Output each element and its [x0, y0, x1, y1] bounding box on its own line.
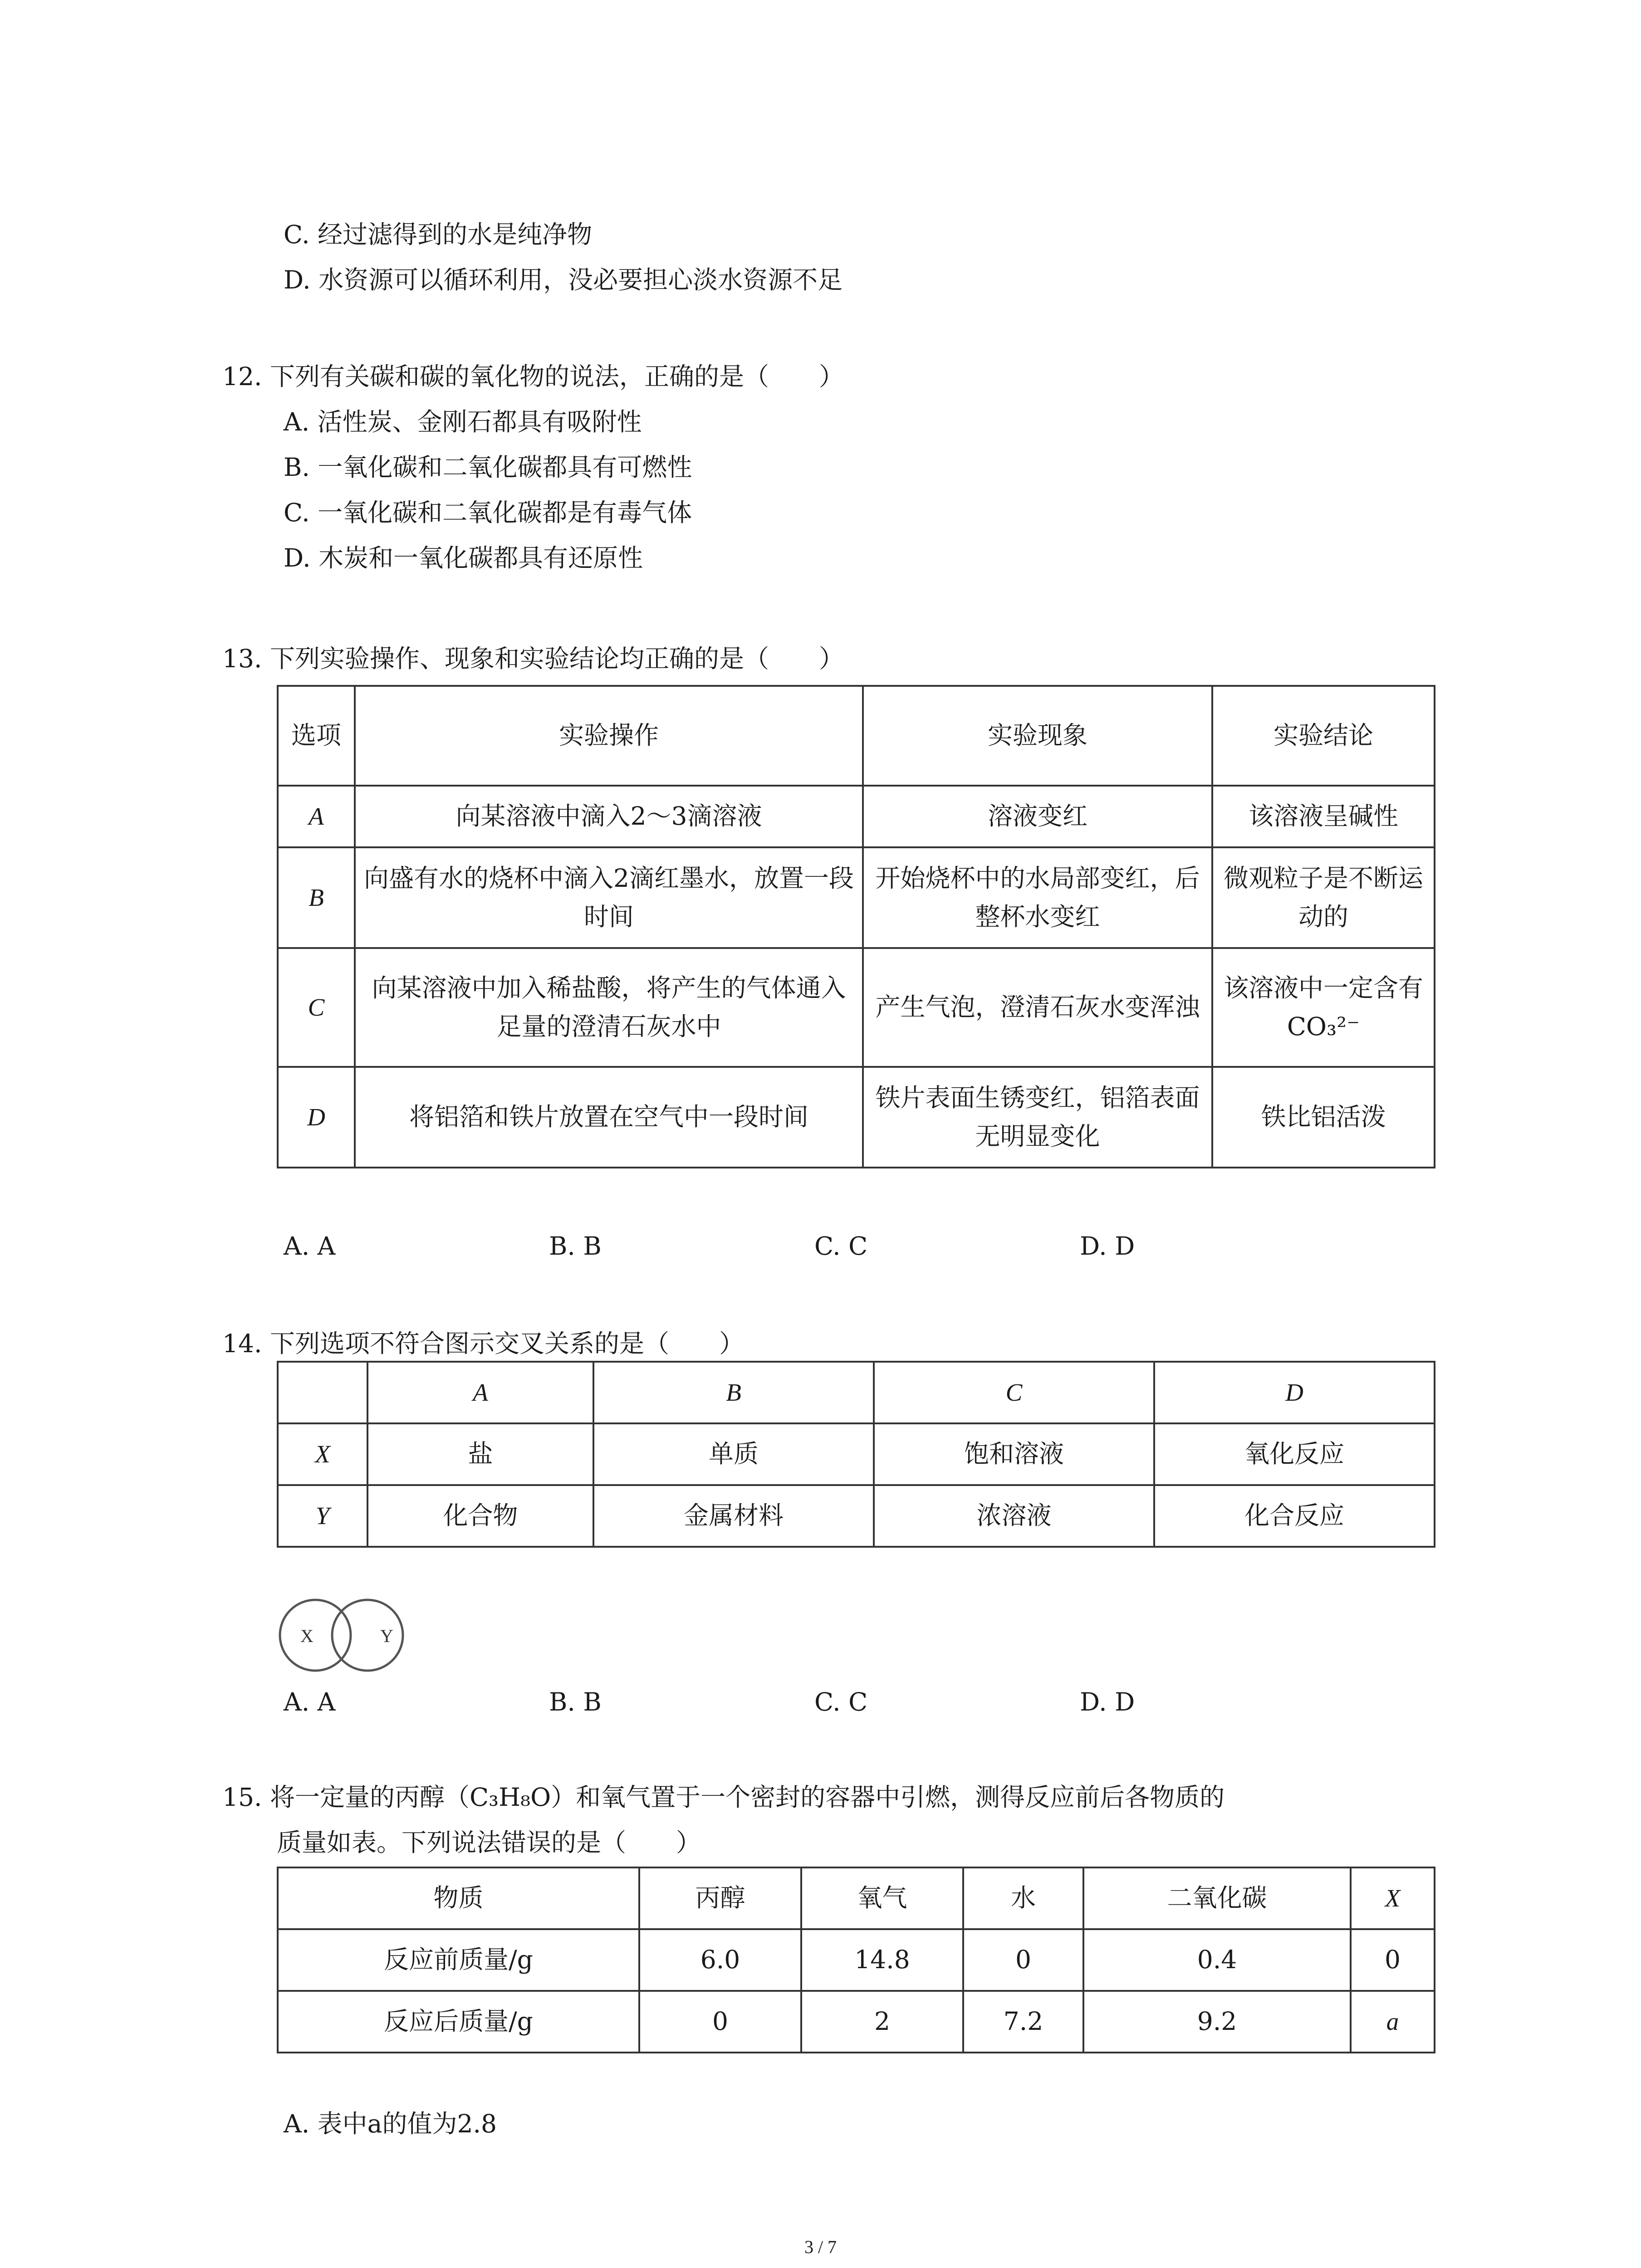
q14-cell: 化合反应: [1154, 1485, 1435, 1547]
q15-table: [277, 1867, 1435, 2053]
venn-label-y: Y: [380, 1626, 393, 1646]
q13-row-phenomenon: 铁片表面生锈变红，铝箔表面无明显变化: [863, 1067, 1212, 1168]
q15-cell: 14.8: [801, 1929, 963, 1991]
q15-header-oxygen: 氧气: [801, 1867, 963, 1929]
q13-header-conclusion: 实验结论: [1212, 686, 1435, 786]
q13-row-key: B: [278, 847, 355, 948]
q14-header-a: A: [367, 1362, 593, 1423]
q15-option-a: A. 表中a的值为2.8: [284, 2109, 497, 2138]
q13-row-conclusion: 铁比铝活泼: [1212, 1067, 1435, 1168]
q15-cell: a: [1351, 1991, 1435, 2053]
q15-header-x: X: [1351, 1867, 1435, 1929]
q12-stem: 12. 下列有关碳和碳的氧化物的说法，正确的是（ ）: [222, 362, 844, 391]
q13-row-op: 向某溶液中加入稀盐酸，将产生的气体通入足量的澄清石灰水中: [355, 948, 863, 1067]
q14-cell: 化合物: [367, 1485, 593, 1547]
q15-cell: 2: [801, 1991, 963, 2053]
q15-stem-line2: 质量如表。下列说法错误的是（ ）: [277, 1828, 701, 1857]
q15-row-label: 反应后质量/g: [278, 1991, 639, 2053]
q13-row-op: 将铝箔和铁片放置在空气中一段时间: [355, 1067, 863, 1168]
q15-header-water: 水: [963, 1867, 1083, 1929]
q15-cell: 0: [963, 1929, 1083, 1991]
q14-answer-c: C. C: [814, 1687, 868, 1716]
venn-label-x: X: [300, 1626, 314, 1646]
q14-header-c: C: [874, 1362, 1154, 1423]
q13-answer-d: D. D: [1080, 1232, 1135, 1261]
q14-cell: 饱和溶液: [874, 1423, 1154, 1485]
q13-row-key: C: [278, 948, 355, 1067]
q15-cell: 0.4: [1083, 1929, 1351, 1991]
q14-cell: 盐: [367, 1423, 593, 1485]
q12-option-a: A. 活性炭、金刚石都具有吸附性: [284, 407, 642, 436]
q13-row-conclusion: 微观粒子是不断运动的: [1212, 847, 1435, 948]
q13-row-conclusion: 该溶液呈碱性: [1212, 786, 1435, 847]
q13-header-phenomenon: 实验现象: [863, 686, 1212, 786]
q14-answer-b: B. B: [549, 1687, 602, 1716]
q13-row-op: 向某溶液中滴入2～3滴溶液: [355, 786, 863, 847]
q13-table: [277, 685, 1435, 1168]
q13-answer-b: B. B: [549, 1232, 602, 1261]
q15-row-label: 反应前质量/g: [278, 1929, 639, 1991]
q12-option-c: C. 一氧化碳和二氧化碳都是有毒气体: [284, 498, 692, 527]
q14-cell: 单质: [593, 1423, 874, 1485]
q14-answer-d: D. D: [1080, 1687, 1135, 1716]
q14-table: [277, 1361, 1435, 1548]
q13-header-key: 选项: [278, 686, 355, 786]
q13-row-phenomenon: 溶液变红: [863, 786, 1212, 847]
q14-row-label: X: [278, 1423, 367, 1485]
q15-cell: 0: [1351, 1929, 1435, 1991]
q15-cell: 7.2: [963, 1991, 1083, 2053]
q15-cell: 0: [639, 1991, 801, 2053]
q14-stem: 14. 下列选项不符合图示交叉关系的是（ ）: [222, 1329, 744, 1358]
q13-stem: 13. 下列实验操作、现象和实验结论均正确的是（ ）: [222, 644, 844, 673]
q13-row-key: D: [278, 1067, 355, 1168]
q14-cell: 金属材料: [593, 1485, 874, 1547]
q13-row-phenomenon: 开始烧杯中的水局部变红，后整杯水变红: [863, 847, 1212, 948]
q15-stem-line1: 15. 将一定量的丙醇（C₃H₈O）和氧气置于一个密封的容器中引燃，测得反应前后各物质的: [222, 1783, 1225, 1812]
q15-header-substance: 物质: [278, 1867, 639, 1929]
q13-row-key: A: [278, 786, 355, 847]
q14-header-b: B: [593, 1362, 874, 1423]
q14-cell: 浓溶液: [874, 1485, 1154, 1547]
q14-cell: 氧化反应: [1154, 1423, 1435, 1485]
venn-diagram: [277, 1597, 413, 1674]
q14-header-corner: [278, 1362, 367, 1423]
q13-row-op: 向盛有水的烧杯中滴入2滴红墨水，放置一段时间: [355, 847, 863, 948]
q13-row-phenomenon: 产生气泡，澄清石灰水变浑浊: [863, 948, 1212, 1067]
q11-option-d: D. 水资源可以循环利用，没必要担心淡水资源不足: [284, 265, 843, 294]
q13-answer-a: A. A: [284, 1232, 336, 1261]
q14-answer-a: A. A: [284, 1687, 336, 1716]
q11-option-c: C. 经过滤得到的水是纯净物: [284, 220, 593, 249]
q12-option-d: D. 木炭和一氧化碳都具有还原性: [284, 543, 643, 572]
q15-cell: 9.2: [1083, 1991, 1351, 2053]
q13-header-op: 实验操作: [355, 686, 863, 786]
venn-circle-x: [280, 1600, 351, 1671]
q12-option-b: B. 一氧化碳和二氧化碳都具有可燃性: [284, 453, 692, 482]
q14-header-d: D: [1154, 1362, 1435, 1423]
q13-row-conclusion: 该溶液中一定含有CO₃²⁻: [1212, 948, 1435, 1067]
q13-answer-c: C. C: [814, 1232, 868, 1261]
q15-header-co2: 二氧化碳: [1083, 1867, 1351, 1929]
q15-cell: 6.0: [639, 1929, 801, 1991]
q15-header-propanol: 丙醇: [639, 1867, 801, 1929]
page-number: 3 / 7: [804, 2237, 837, 2257]
q14-row-label: Y: [278, 1485, 367, 1547]
